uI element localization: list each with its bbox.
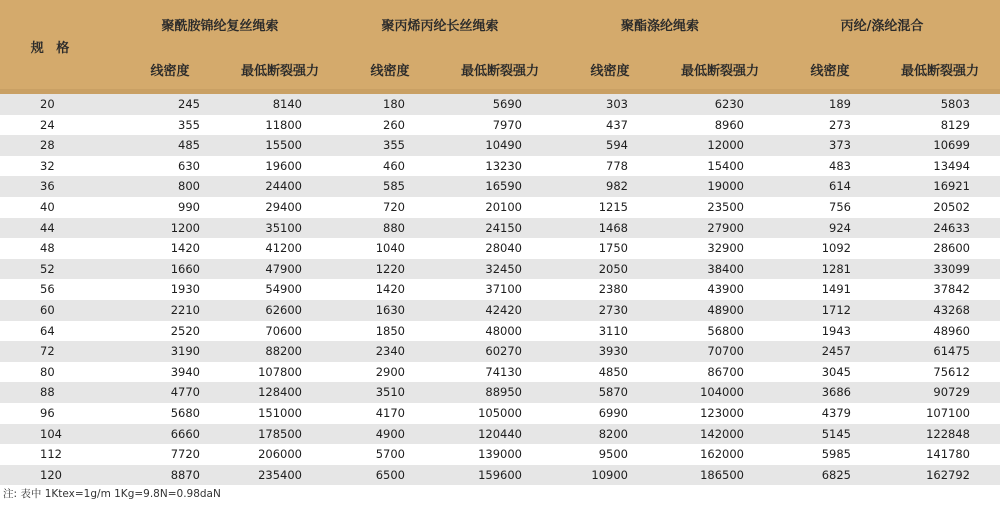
spec-cell: 60 [40, 302, 55, 317]
spec-cell: 88 [40, 385, 55, 400]
strength-cell: 41200 [265, 241, 302, 256]
density-cell: 2457 [821, 344, 851, 359]
strength-cell: 56800 [707, 323, 744, 338]
density-cell: 3930 [598, 344, 628, 359]
strength-cell: 16590 [485, 179, 522, 194]
density-cell: 1220 [375, 261, 405, 276]
strength-cell: 75612 [933, 364, 970, 379]
density-cell: 924 [829, 220, 851, 235]
table-row [0, 197, 1000, 218]
density-cell: 1092 [821, 241, 851, 256]
density-cell: 7720 [170, 447, 200, 462]
strength-cell: 48000 [485, 323, 522, 338]
strength-cell: 19000 [707, 179, 744, 194]
density-cell: 1040 [375, 241, 405, 256]
table-row [0, 218, 1000, 239]
density-cell: 3510 [375, 385, 405, 400]
strength-cell: 28600 [933, 241, 970, 256]
density-cell: 630 [178, 158, 200, 173]
density-cell: 614 [829, 179, 851, 194]
subheader-strength: 最低断裂强力 [460, 64, 539, 79]
strength-cell: 16921 [933, 179, 970, 194]
strength-cell: 23500 [707, 199, 744, 214]
strength-cell: 24633 [933, 220, 970, 235]
density-cell: 373 [829, 138, 851, 153]
strength-cell: 20100 [485, 199, 522, 214]
strength-cell: 186500 [700, 467, 744, 482]
strength-cell: 29400 [265, 199, 302, 214]
density-cell: 3190 [170, 344, 200, 359]
strength-cell: 28040 [485, 241, 522, 256]
strength-cell: 7970 [492, 117, 522, 132]
strength-cell: 43900 [707, 282, 744, 297]
strength-cell: 10490 [485, 138, 522, 153]
density-cell: 6500 [375, 467, 405, 482]
spec-cell: 120 [40, 467, 62, 482]
strength-cell: 60270 [485, 344, 522, 359]
strength-cell: 47900 [265, 261, 302, 276]
spec-cell: 36 [40, 179, 55, 194]
strength-cell: 162000 [700, 447, 744, 462]
spec-cell: 104 [40, 426, 62, 441]
subheader-density: 线密度 [810, 64, 850, 79]
density-cell: 9500 [598, 447, 628, 462]
density-cell: 1215 [598, 199, 628, 214]
subheader-density: 线密度 [370, 64, 410, 79]
table-row [0, 444, 1000, 465]
table-row [0, 115, 1000, 136]
density-cell: 8200 [598, 426, 628, 441]
spec-cell: 40 [40, 199, 55, 214]
strength-cell: 104000 [700, 385, 744, 400]
density-cell: 5700 [375, 447, 405, 462]
density-cell: 3686 [821, 385, 851, 400]
group-header-nylon: 聚酰胺锦纶复丝绳索 [161, 19, 279, 34]
strength-cell: 86700 [707, 364, 744, 379]
table-row [0, 403, 1000, 424]
strength-cell: 88200 [265, 344, 302, 359]
footnote: 注: 表中 1Ktex=1g/m 1Kg=9.8N=0.98daN [3, 488, 221, 500]
subheader-density: 线密度 [150, 64, 190, 79]
density-cell: 1943 [821, 323, 851, 338]
strength-cell: 20502 [933, 199, 970, 214]
density-cell: 1200 [170, 220, 200, 235]
spec-cell: 64 [40, 323, 55, 338]
density-cell: 2340 [375, 344, 405, 359]
density-cell: 594 [606, 138, 628, 153]
density-cell: 483 [829, 158, 851, 173]
strength-cell: 5690 [492, 97, 522, 111]
strength-cell: 141780 [926, 447, 970, 462]
density-cell: 1420 [375, 282, 405, 297]
table-row [0, 135, 1000, 156]
table-row [0, 300, 1000, 321]
strength-cell: 139000 [478, 447, 522, 462]
strength-cell: 178500 [258, 426, 302, 441]
density-cell: 437 [606, 117, 628, 132]
density-cell: 3045 [821, 364, 851, 379]
density-cell: 1850 [375, 323, 405, 338]
spec-cell: 44 [40, 220, 55, 235]
spec-header: 规 格 [30, 41, 74, 56]
density-cell: 460 [383, 158, 405, 173]
strength-cell: 33099 [933, 261, 970, 276]
density-cell: 355 [178, 117, 200, 132]
strength-cell: 88950 [485, 385, 522, 400]
table-header [0, 0, 1000, 89]
strength-cell: 27900 [707, 220, 744, 235]
strength-cell: 8960 [714, 117, 744, 132]
strength-cell: 48900 [707, 302, 744, 317]
strength-cell: 54900 [265, 282, 302, 297]
table-row [0, 321, 1000, 342]
strength-cell: 13230 [485, 158, 522, 173]
density-cell: 800 [178, 179, 200, 194]
subheader-strength: 最低断裂强力 [900, 64, 979, 79]
spec-cell: 80 [40, 364, 55, 379]
density-cell: 756 [829, 199, 851, 214]
strength-cell: 35100 [265, 220, 302, 235]
table-row [0, 362, 1000, 383]
spec-cell: 48 [40, 241, 55, 256]
strength-cell: 11800 [265, 117, 302, 132]
density-cell: 1750 [598, 241, 628, 256]
density-cell: 2730 [598, 302, 628, 317]
strength-cell: 48960 [933, 323, 970, 338]
group-header-polypropylene: 聚丙烯丙纶长丝绳索 [381, 19, 499, 34]
spec-cell: 52 [40, 261, 55, 276]
table-row [0, 424, 1000, 445]
spec-cell: 32 [40, 158, 55, 173]
density-cell: 1630 [375, 302, 405, 317]
density-cell: 273 [829, 117, 851, 132]
strength-cell: 42420 [485, 302, 522, 317]
strength-cell: 24150 [485, 220, 522, 235]
density-cell: 2900 [375, 364, 405, 379]
density-cell: 4379 [821, 405, 851, 420]
strength-cell: 12000 [707, 138, 744, 153]
density-cell: 485 [178, 138, 200, 153]
table-row [0, 238, 1000, 259]
strength-cell: 8140 [272, 97, 302, 111]
density-cell: 3110 [598, 323, 628, 338]
strength-cell: 162792 [926, 467, 970, 482]
table-row [0, 382, 1000, 403]
table-row [0, 341, 1000, 362]
density-cell: 1468 [598, 220, 628, 235]
table-row [0, 259, 1000, 280]
strength-cell: 74130 [485, 364, 522, 379]
strength-cell: 43268 [933, 302, 970, 317]
strength-cell: 13494 [933, 158, 970, 173]
density-cell: 6825 [821, 467, 851, 482]
density-cell: 4170 [375, 405, 405, 420]
density-cell: 1712 [821, 302, 851, 317]
table-row [0, 279, 1000, 300]
table-row [0, 176, 1000, 197]
spec-cell: 56 [40, 282, 55, 297]
table-row [0, 94, 1000, 115]
density-cell: 5145 [821, 426, 851, 441]
density-cell: 982 [606, 179, 628, 194]
density-cell: 8870 [170, 467, 200, 482]
density-cell: 6990 [598, 405, 628, 420]
spec-cell: 112 [40, 447, 62, 462]
strength-cell: 128400 [258, 385, 302, 400]
strength-cell: 37100 [485, 282, 522, 297]
strength-cell: 206000 [258, 447, 302, 462]
strength-cell: 142000 [700, 426, 744, 441]
density-cell: 3940 [170, 364, 200, 379]
strength-cell: 38400 [707, 261, 744, 276]
strength-cell: 62600 [265, 302, 302, 317]
strength-cell: 105000 [478, 405, 522, 420]
group-header-mixed: 丙纶/涤纶混合 [840, 19, 924, 34]
strength-cell: 15400 [707, 158, 744, 173]
density-cell: 1660 [170, 261, 200, 276]
density-cell: 260 [383, 117, 405, 132]
density-cell: 355 [383, 138, 405, 153]
density-cell: 880 [383, 220, 405, 235]
strength-cell: 32450 [485, 261, 522, 276]
table-row [0, 465, 1000, 486]
strength-cell: 19600 [265, 158, 302, 173]
table-row [0, 156, 1000, 177]
spec-cell: 28 [40, 138, 55, 153]
strength-cell: 120440 [478, 426, 522, 441]
strength-cell: 6230 [714, 97, 744, 111]
density-cell: 4770 [170, 385, 200, 400]
strength-cell: 37842 [933, 282, 970, 297]
density-cell: 10900 [591, 467, 628, 482]
density-cell: 5680 [170, 405, 200, 420]
strength-cell: 32900 [707, 241, 744, 256]
strength-cell: 70600 [265, 323, 302, 338]
density-cell: 1420 [170, 241, 200, 256]
density-cell: 2520 [170, 323, 200, 338]
strength-cell: 235400 [258, 467, 302, 482]
density-cell: 5985 [821, 447, 851, 462]
group-header-polyester: 聚酯涤纶绳索 [620, 19, 699, 34]
subheader-density: 线密度 [590, 64, 630, 79]
density-cell: 2380 [598, 282, 628, 297]
spec-cell: 96 [40, 405, 55, 420]
subheader-strength: 最低断裂强力 [680, 64, 759, 79]
strength-cell: 8129 [940, 117, 970, 132]
density-cell: 2050 [598, 261, 628, 276]
spec-cell: 20 [40, 97, 55, 111]
density-cell: 1930 [170, 282, 200, 297]
strength-cell: 107100 [926, 405, 970, 420]
density-cell: 720 [383, 199, 405, 214]
density-cell: 2210 [170, 302, 200, 317]
spec-cell: 24 [40, 117, 55, 132]
strength-cell: 10699 [933, 138, 970, 153]
subheader-strength: 最低断裂强力 [240, 64, 319, 79]
density-cell: 180 [383, 97, 405, 111]
strength-cell: 61475 [933, 344, 970, 359]
strength-cell: 123000 [700, 405, 744, 420]
strength-cell: 151000 [258, 405, 302, 420]
table-body [0, 94, 1000, 485]
density-cell: 1491 [821, 282, 851, 297]
strength-cell: 107800 [258, 364, 302, 379]
strength-cell: 24400 [265, 179, 302, 194]
density-cell: 1281 [821, 261, 851, 276]
density-cell: 189 [829, 97, 851, 111]
density-cell: 585 [383, 179, 405, 194]
density-cell: 303 [606, 97, 628, 111]
strength-cell: 159600 [478, 467, 522, 482]
density-cell: 990 [178, 199, 200, 214]
density-cell: 4900 [375, 426, 405, 441]
strength-cell: 122848 [926, 426, 970, 441]
strength-cell: 90729 [933, 385, 970, 400]
density-cell: 778 [606, 158, 628, 173]
spec-cell: 72 [40, 344, 55, 359]
density-cell: 245 [178, 97, 200, 111]
density-cell: 5870 [598, 385, 628, 400]
strength-cell: 5803 [940, 97, 970, 111]
density-cell: 6660 [170, 426, 200, 441]
strength-cell: 70700 [707, 344, 744, 359]
density-cell: 4850 [598, 364, 628, 379]
strength-cell: 15500 [265, 138, 302, 153]
